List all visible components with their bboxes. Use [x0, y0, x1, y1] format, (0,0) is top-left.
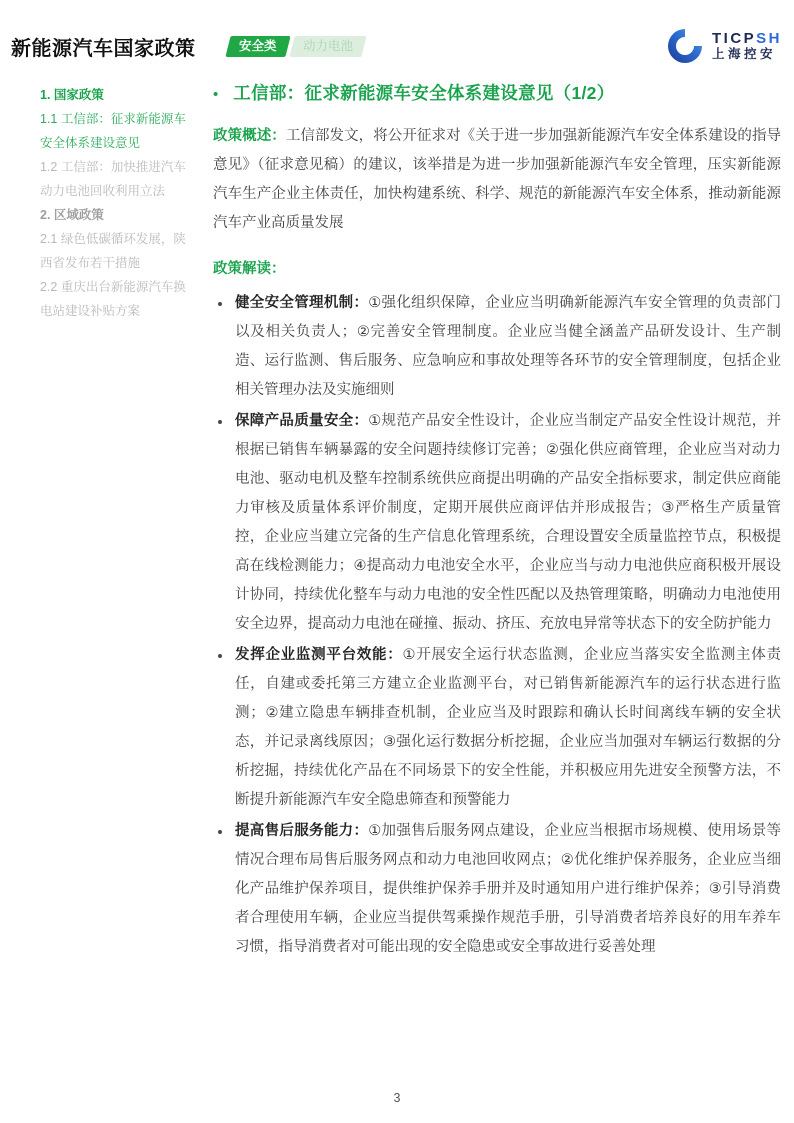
bullet-heading: 发挥企业监测平台效能： [235, 647, 403, 663]
logo-swirl-icon [665, 26, 705, 66]
sidebar-item-national-policy[interactable]: 1. 国家政策 [40, 88, 104, 102]
policy-point-monitoring [213, 641, 781, 815]
bullet-heading: 保障产品质量安全： [235, 413, 369, 429]
page-header [0, 0, 794, 66]
logo-text [712, 30, 782, 62]
bullet-body: ①加强售后服务网点建设，企业应当根据市场规模、使用场景等情况合理布局售后服务网点和动力电池回收网点；②优化维护保养服务，企业应当细化产品维护保养项目，提供维护保养手册并及时通知用户进行维护保养；③引导消费者合理使用车辆，企业应当提供驾乘操作规范手册，引导消费者培养良好的用车养车习惯，指导消费者对可能出现的安全隐患或安全事故进行妥善处理 [235, 823, 781, 955]
sidebar-item-chongqing-subsidy[interactable]: 2.2 重庆出台新能源汽车换电站建设补贴方案 [40, 280, 186, 318]
tag-safety-badge [225, 36, 290, 57]
policy-point-management [213, 289, 781, 405]
tag-battery-label: 动力电池 [303, 38, 354, 53]
bullet-dot-icon [218, 830, 222, 834]
document-title: 新能源汽车国家政策 [11, 37, 196, 60]
policy-point-quality [213, 407, 781, 639]
bullet-body: ①开展安全运行状态监测，企业应当落实安全监测主体责任，自建或委托第三方建立企业监测平台，对已销售新能源汽车的运行状态进行监测；②建立隐患车辆排查机制，企业应当及时跟踪和确认长时间离线车辆的安全状态，并记录离线原因；③强化运行数据分析挖掘，企业应当加强对车辆运行数据的分析挖掘，持续优化产品在不同场景下的安全性能，并积极应用先进安全预警方法，不断提升新能源汽车安全隐患筛查和预警能力 [235, 647, 781, 808]
sidebar-toc [40, 80, 197, 964]
bullet-dot-icon [218, 302, 222, 306]
title-bullet-icon: • [213, 86, 219, 103]
sidebar-item-shaanxi-measures[interactable]: 2.1 绿色低碳循环发展，陕西省发布若干措施 [40, 232, 186, 270]
main-content [213, 80, 781, 964]
company-logo [665, 26, 782, 66]
overview-text: 工信部发文，将公开征求对《关于进一步加强新能源汽车安全体系建设的指导意见》（征求意见稿）的建议，该举措是为进一步加强新能源汽车安全管理，压实新能源汽车生产企业主体责任，加快构建系统、科学、规范的新能源汽车安全体系，推动新能源汽车产业高质量发展 [213, 128, 782, 231]
sidebar-item-miit-safety-system[interactable]: 1.1 工信部：征求新能源车安全体系建设意见 [40, 112, 186, 150]
sidebar-item-miit-battery-recycle[interactable]: 1.2 工信部：加快推进汽车动力电池回收利用立法 [40, 160, 186, 198]
sidebar-item-regional-policy[interactable]: 2. 区域政策 [40, 208, 104, 222]
page-number: 3 [393, 1091, 401, 1105]
interpretation-label: 政策解读： [213, 261, 286, 277]
tag-safety-label: 安全类 [238, 38, 277, 53]
logo-acronym-accent: SH [756, 30, 782, 48]
interpretation-heading [213, 255, 781, 284]
section-title: 工信部：征求新能源车安全体系建设意见（1/2） [233, 83, 615, 103]
tag-battery-badge [289, 36, 366, 57]
overview-label: 政策概述： [213, 128, 286, 144]
policy-overview [213, 122, 781, 238]
section-title-row [213, 80, 781, 107]
bullet-body: ①强化组织保障，企业应当明确新能源汽车安全管理的负责部门以及相关负责人；②完善安全管理制度。企业应当健全涵盖产品研发设计、生产制造、运行监测、售后服务、应急响应和事故处理等各环节的安全管理制度，包括企业相关管理办法及实施细则 [235, 295, 781, 398]
logo-acronym [712, 30, 782, 47]
logo-subtitle: 上海控安 [711, 47, 776, 62]
bullet-heading: 健全安全管理机制： [235, 295, 369, 311]
bullet-heading: 提高售后服务能力： [235, 823, 369, 839]
bullet-body: ①规范产品安全性设计，企业应当制定产品安全性设计规范，并根据已销售车辆暴露的安全问题持续修订完善；②强化供应商管理，企业应当对动力电池、驱动电机及整车控制系统供应商提出明确的产品安全指标要求，制定供应商能力审核及质量体系评价制度，定期开展供应商评估并形成报告；③严格生产质量管控，企业应当建立完备的生产信息化管理系统，合理设置安全质量监控节点，积极提高在线检测能力；④提高动力电池安全水平，企业应当与动力电池供应商积极开展设计协同，持续优化整车与动力电池的安全性匹配以及热管理策略，明确动力电池使用安全边界，提高动力电池在碰撞、振动、挤压、充放电异常等状态下的安全防护能力 [235, 413, 781, 632]
logo-acronym-primary: TICP [711, 30, 757, 48]
content-container [0, 66, 794, 964]
bullet-dot-icon [218, 420, 222, 424]
category-tags [228, 36, 365, 57]
policy-point-aftersales [213, 817, 781, 962]
bullet-dot-icon [218, 654, 222, 658]
